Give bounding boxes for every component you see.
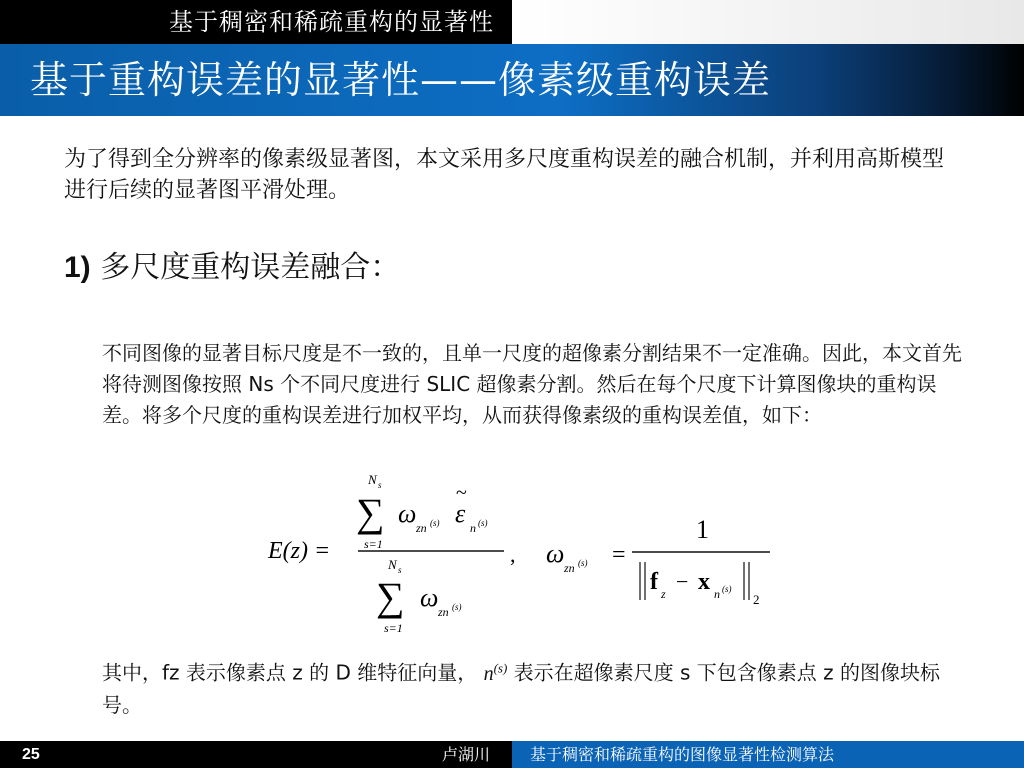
author-name: 卢湖川 <box>441 745 490 764</box>
num-sum-upper-sub: s <box>378 480 382 490</box>
def-weight: ω <box>546 539 565 568</box>
footer <box>0 741 1024 768</box>
formula-lhs: E(z) = <box>268 538 331 564</box>
den-weight: ω <box>420 583 439 612</box>
section-number: 1) <box>64 251 91 284</box>
num-weight-sub: zn <box>416 521 427 535</box>
formula-svg <box>260 470 790 640</box>
num-error-sub-sup: (s) <box>478 518 488 528</box>
def-x-sub: n <box>714 587 720 601</box>
footer-title: 基于稠密和稀疏重构的图像显著性检测算法 <box>512 741 1024 768</box>
formula-comma: , <box>510 542 516 567</box>
num-sum-upper: N <box>368 472 377 487</box>
section-heading <box>64 248 400 288</box>
slide-title: 基于重构误差的显著性——像素级重构误差 <box>30 58 772 102</box>
den-sum-upper: N <box>388 557 397 572</box>
section-title: 多尺度重构误差融合： <box>100 250 401 285</box>
num-error: ε <box>455 499 466 528</box>
def-equals: = <box>612 542 626 568</box>
norm-sub: 2 <box>753 592 760 607</box>
intro-paragraph: 为了得到全分辨率的像素级显著图，本文采用多尺度重构误差的融合机制，并利用高斯模型进行后续的显著图平滑处理。 <box>64 147 945 203</box>
def-weight-sub-sup: (s) <box>578 558 588 568</box>
den-weight-sub: zn <box>438 605 449 619</box>
n-symbol-base: n <box>483 662 494 685</box>
num-error-sub: n <box>470 521 476 535</box>
note-paragraph <box>102 652 972 721</box>
header-strip <box>512 0 1024 44</box>
def-numerator: 1 <box>696 515 709 544</box>
tilde-mark: ~ <box>456 482 467 504</box>
page-number: 25 <box>22 746 40 763</box>
num-weight: ω <box>398 499 417 528</box>
num-weight-sub-sup: (s) <box>430 518 440 528</box>
section-tag: 基于稠密和稀疏重构的显著性 <box>0 0 512 44</box>
num-sum-sign: ∑ <box>356 490 385 535</box>
den-sum-sign: ∑ <box>376 574 405 619</box>
num-sum-lower: s=1 <box>364 537 383 551</box>
den-weight-sub-sup: (s) <box>452 602 462 612</box>
def-x: x <box>698 569 710 595</box>
note-after: 表示在超像素尺度 s 下包含像素点 z 的图像块标号。 <box>102 660 941 717</box>
den-sum-upper-sub: s <box>398 565 402 575</box>
n-symbol-sup: (s) <box>493 660 508 675</box>
method-paragraph: 不同图像的显著目标尺度是不一致的，且单一尺度的超像素分割结果不一定准确。因此，本文首先将待测图像按照 Ns 个不同尺度进行 SLIC 超像素分割。然后在每个尺度下计算图像块的重构误差。将多个尺度的重构误差进行加权平均，从而获得像素级的重构误差值，如下： <box>102 341 962 427</box>
n-symbol <box>483 660 508 685</box>
den-sum-lower: s=1 <box>384 621 403 635</box>
title-bar <box>0 44 1024 116</box>
def-f: f <box>650 569 658 595</box>
fusion-formula <box>260 470 790 640</box>
def-f-sub: z <box>661 587 666 601</box>
def-x-sub-sup: (s) <box>722 584 732 594</box>
note-before: 其中，fz 表示像素点 z 的 D 维特征向量， <box>102 660 478 685</box>
def-weight-sub: zn <box>564 561 575 575</box>
def-minus: − <box>676 569 689 594</box>
